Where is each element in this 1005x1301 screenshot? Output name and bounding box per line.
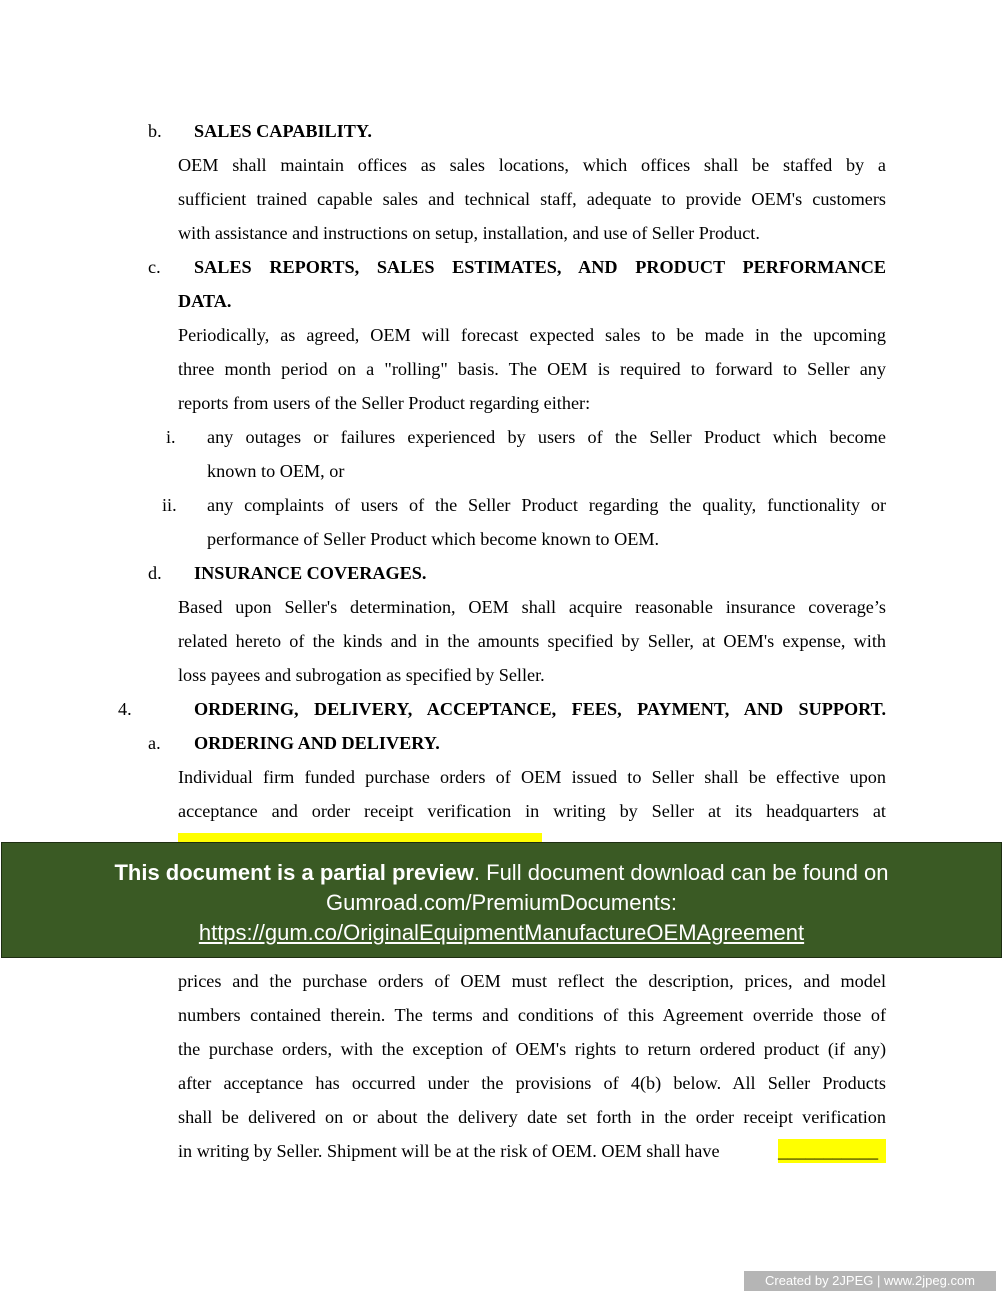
list-item-i-line: known to OEM, or bbox=[207, 461, 345, 481]
section-a-marker: a. bbox=[148, 733, 161, 753]
section-c-heading-cont: DATA. bbox=[178, 291, 232, 311]
section-a-paragraph-line: Individual firm funded purchase orders of OEM issued to Seller shall be effective upon bbox=[178, 767, 886, 787]
creator-credit-badge: Created by 2JPEG | www.2jpeg.com bbox=[744, 1271, 996, 1291]
section-c-heading: SALES REPORTS, SALES ESTIMATES, AND PRODUCT PERFORMANCE bbox=[194, 257, 886, 277]
section-a-heading: ORDERING AND DELIVERY. bbox=[194, 733, 440, 753]
section-a-paragraph-line: in writing by Seller. Shipment will be at the risk of OEM. OEM shall have bbox=[178, 1141, 720, 1161]
section-a-paragraph-line: after acceptance has occurred under the provisions of 4(b) below. All Seller Products bbox=[178, 1073, 886, 1093]
section-4-heading: ORDERING, DELIVERY, ACCEPTANCE, FEES, PAYMENT, AND SUPPORT. bbox=[194, 699, 886, 719]
section-a-paragraph-line: shall be delivered on or about the delivery date set forth in the order receipt verification bbox=[178, 1107, 886, 1127]
section-d-marker: d. bbox=[148, 563, 162, 583]
section-c-paragraph-line: Periodically, as agreed, OEM will forecast expected sales to be made in the upcoming bbox=[178, 325, 886, 345]
banner-line-1 bbox=[2, 858, 1001, 888]
banner-bold-text: This document is a partial preview bbox=[114, 860, 474, 885]
section-a-paragraph-line: acceptance and order receipt verification in writing by Seller at its headquarters at bbox=[178, 801, 886, 821]
section-a-paragraph-line: the purchase orders, with the exception of OEM's rights to return ordered product (if any) bbox=[178, 1039, 886, 1059]
list-item-ii-line: performance of Seller Product which become known to OEM. bbox=[207, 529, 660, 549]
section-a-paragraph-line: prices and the purchase orders of OEM must reflect the description, prices, and model bbox=[178, 971, 886, 991]
list-item-i-line: any outages or failures experienced by users of the Seller Product which become bbox=[207, 427, 886, 447]
banner-download-link[interactable]: https://gum.co/OriginalEquipmentManufactureOEMAgreement bbox=[198, 920, 805, 945]
section-c-paragraph-line: three month period on a "rolling" basis. The OEM is required to forward to Seller any bbox=[178, 359, 886, 379]
section-d-paragraph-line: Based upon Seller's determination, OEM shall acquire reasonable insurance coverage’s bbox=[178, 597, 886, 617]
section-b-paragraph-line: OEM shall maintain offices as sales locations, which offices shall be staffed by a bbox=[178, 155, 886, 175]
section-c-paragraph-line: reports from users of the Seller Product regarding either: bbox=[178, 393, 591, 413]
section-b-heading: SALES CAPABILITY. bbox=[194, 121, 372, 141]
section-4-marker: 4. bbox=[118, 699, 132, 719]
section-b-marker: b. bbox=[148, 121, 162, 141]
blank-field-highlight: ___________ bbox=[778, 1139, 886, 1163]
list-item-ii-line: any complaints of users of the Seller Product regarding the quality, functionality or bbox=[207, 495, 886, 515]
section-b-paragraph-line: sufficient trained capable sales and technical staff, adequate to provide OEM's customers bbox=[178, 189, 886, 209]
list-item-i-marker: i. bbox=[166, 427, 176, 447]
section-b-paragraph-line: with assistance and instructions on setup, installation, and use of Seller Product. bbox=[178, 223, 760, 243]
section-d-paragraph-line: related hereto of the kinds and in the amounts specified by Seller, at OEM's expense, with bbox=[178, 631, 886, 651]
banner-text: . Full document download can be found on bbox=[473, 860, 889, 885]
banner-line-2: Gumroad.com/PremiumDocuments: bbox=[326, 890, 677, 915]
section-a-paragraph-line: numbers contained therein. The terms and conditions of this Agreement override those of bbox=[178, 1005, 886, 1025]
section-d-paragraph-line: loss payees and subrogation as specified by Seller. bbox=[178, 665, 545, 685]
preview-banner bbox=[1, 842, 1002, 958]
section-c-marker: c. bbox=[148, 257, 161, 277]
list-item-ii-marker: ii. bbox=[162, 495, 177, 515]
section-d-heading: INSURANCE COVERAGES. bbox=[194, 563, 427, 583]
